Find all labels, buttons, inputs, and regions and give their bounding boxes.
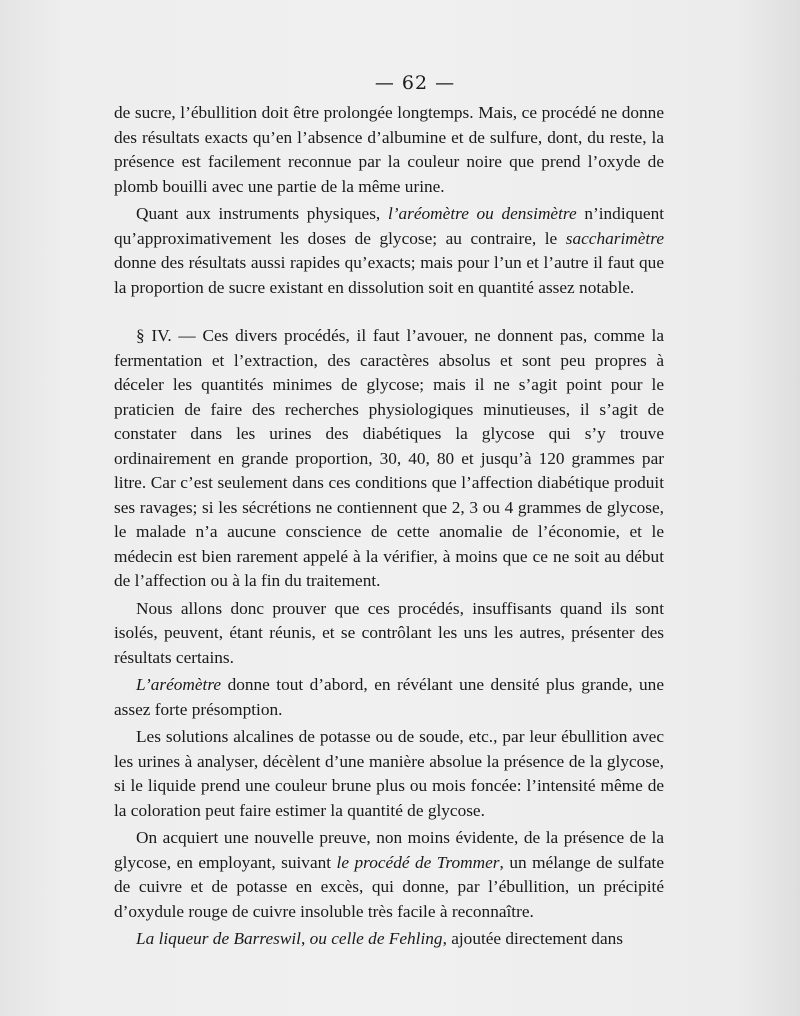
paragraph-7-italic-trommer: le procédé de Trommer xyxy=(336,852,500,872)
paragraph-7-text-a: On acquiert une nouvelle preuve, non moins évidente, de la présence de la glycose, en employant, suivant xyxy=(114,828,664,872)
paragraph-8-italic-fehling: ou celle de Fehling xyxy=(309,929,443,948)
paragraph-2-text-c: n’indiquent qu’approximativement les doses de glycose; au contraire, le xyxy=(114,204,665,248)
paragraph-5-italic-areometre: L’aréomètre xyxy=(136,675,222,694)
paragraph-2-italic-saccharimetre: saccharimètre xyxy=(565,228,664,248)
paragraph-2 xyxy=(114,202,664,300)
paragraph-5 xyxy=(114,673,664,722)
paragraph-2-italic-areometre: l’aréomètre ou densimètre xyxy=(387,204,577,223)
paragraph-2-text-a: Quant aux instruments physiques, xyxy=(136,204,381,223)
paragraph-7 xyxy=(114,826,664,924)
paragraph-section-iv: § IV. — Ces divers procédés, il faut l’avouer, ne donnent pas, comme la fermentation et l’extraction, des caractères absolus et sont peu propres à déceler les quantités minimes de glycose; mais il ne s’agit point pour le praticien de faire des recherches physiologiques minutieuses, il s’agit de constater dans les urines des diabétiques la glycose qui s’y trouve ordinairement en grande proportion, 30, 40, 80 et jusqu’à 120 grammes par litre. Car c’est seulement dans ces conditions que l’affection diabétique produit ses ravages; si les sécrétions ne contiennent que 2, 3 ou 4 grammes de glycose, le malade n’a aucune conscience de cette anomalie de l’économie, et le médecin est bien rarement appelé à la vérifier, à moins que ce ne soit au début de l’affection ou à la fin du traitement. xyxy=(114,326,664,590)
paragraph-7-text-c: , un mélange de sulfate de cuivre et de potasse en excès, qui donne, par l’ébullition, un précipité d’oxydule rouge de cuivre insoluble très facile à reconnaître. xyxy=(114,852,664,921)
paragraph-8-italic-barreswil: La liqueur de Barreswil xyxy=(136,929,301,948)
paragraph-8-text-d: , ajoutée directement dans xyxy=(442,929,623,948)
paragraph-1: de sucre, l’ébullition doit être prolongée longtemps. Mais, ce procédé ne donne des résultats exacts qu’en l’absence d’albumine et de sulfure, dont, du reste, la présence est facilement reconnue par la couleur noire que prend l’oxyde de plomb bouilli avec une partie de la même urine. xyxy=(114,103,664,196)
paragraph-4: Nous allons donc prouver que ces procédés, insuffisants quand ils sont isolés, peuvent, étant réunis, et se contrôlant les uns les autres, présenter des résultats certains. xyxy=(114,598,664,667)
paragraph-5-text: donne tout d’abord, en révélant une densité plus grande, une assez forte présomption. xyxy=(114,675,664,719)
paragraph-2-text-e: donne des résultats aussi rapides qu’exacts; mais pour l’un et l’autre il faut que la proportion de sucre existant en dissolution soit en quantité assez notable. xyxy=(114,253,664,297)
page-number: — 62 — xyxy=(374,72,456,94)
body-text xyxy=(114,101,664,952)
paragraph-8 xyxy=(114,927,664,952)
paragraph-8-comma: , xyxy=(300,929,306,948)
paragraph-6: Les solutions alcalines de potasse ou de soude, etc., par leur ébullition avec les urines à analyser, décèlent d’une manière absolue la présence de la glycose, si le liquide prend une couleur brune plus ou mois foncée: l’intensité même de la coloration peut faire estimer la quantité de glycose. xyxy=(114,727,664,820)
